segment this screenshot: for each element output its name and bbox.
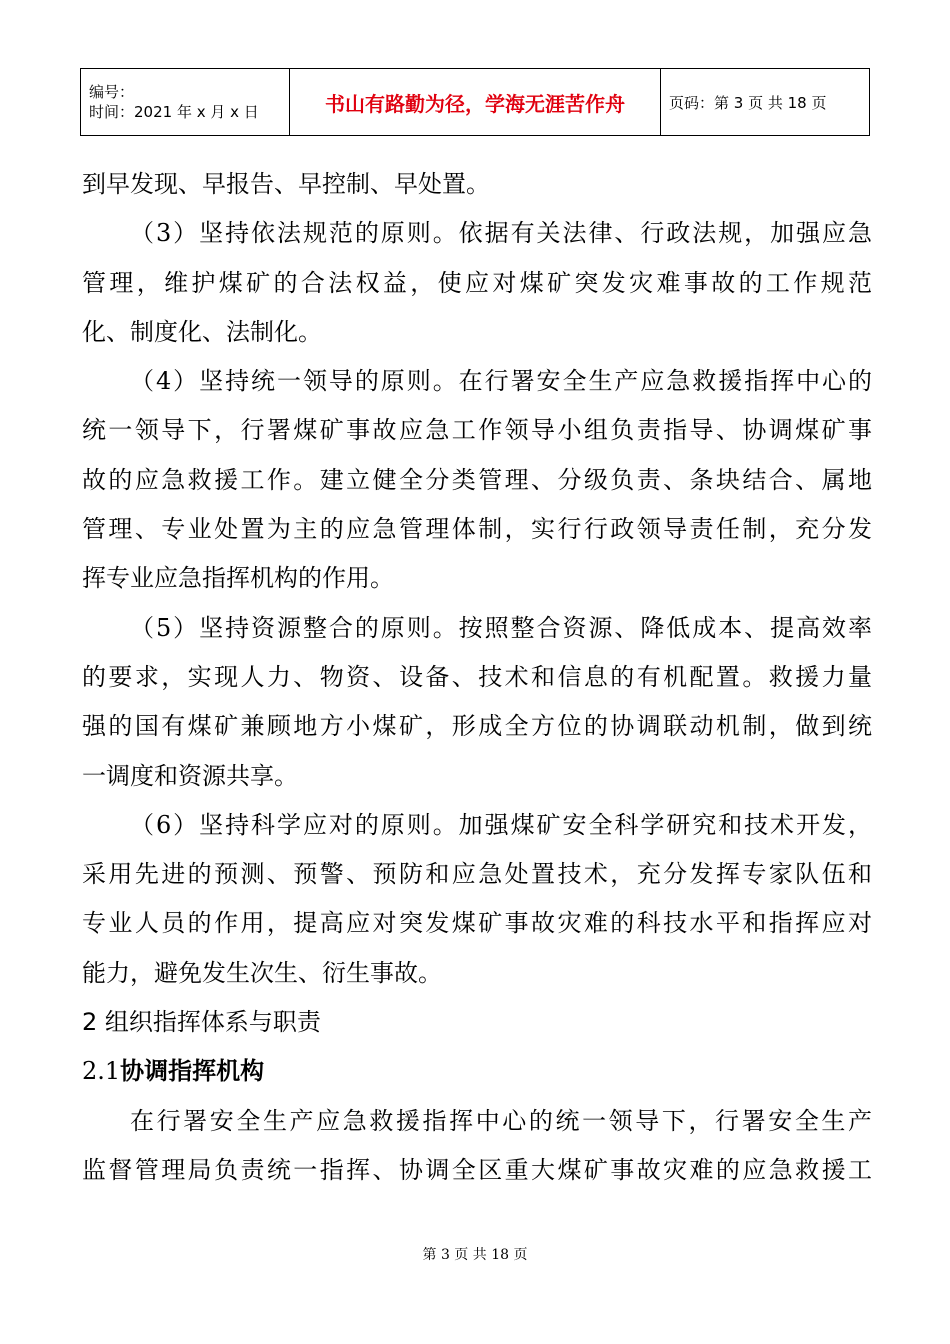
paragraph-line: 挥专业应急指挥机构的作用。 [82, 564, 394, 593]
paragraph-line: 故的应急救援工作。建立健全分类管理、分级负责、条块结合、属地 [82, 465, 872, 494]
subsection-heading [82, 1047, 872, 1096]
paragraph-line: 能力，避免发生次生、衍生事故。 [82, 958, 442, 987]
document-body [82, 160, 872, 1195]
paragraph-line: （4）坚持统一领导的原则。在行署安全生产应急救援指挥中心的 [130, 367, 872, 396]
paragraph-line: 管理，维护煤矿的合法权益，使应对煤矿突发灾难事故的工作规范 [82, 268, 872, 297]
header-motto: 书山有路勤为径，学海无涯苦作舟 [290, 69, 661, 136]
paragraph-line: （3）坚持依法规范的原则。依据有关法律、行政法规，加强应急 [130, 219, 872, 248]
header-number: 编号： [89, 83, 135, 101]
header-meta [81, 69, 290, 136]
paragraph-line: 的要求，实现人力、物资、设备、技术和信息的有机配置。救援力量 [82, 662, 872, 691]
paragraph-line: （6）坚持科学应对的原则。加强煤矿安全科学研究和技术开发， [130, 810, 872, 839]
paragraph-line: 管理、专业处置为主的应急管理体制，实行行政领导责任制，充分发 [82, 515, 872, 544]
paragraph-line: 专业人员的作用，提高应对突发煤矿事故灾难的科技水平和指挥应对 [82, 909, 872, 938]
paragraph-line: 一调度和资源共享。 [82, 761, 298, 790]
paragraph-line: 化、制度化、法制化。 [82, 317, 322, 346]
header-date: 时间：2021 年 x 月 x 日 [89, 103, 259, 121]
subsection-number: 2.1 [82, 1057, 121, 1086]
paragraph-line: 监督管理局负责统一指挥、协调全区重大煤矿事故灾难的应急救援工 [82, 1155, 872, 1184]
paragraph-line: 强的国有煤矿兼顾地方小煤矿，形成全方位的协调联动机制，做到统 [82, 712, 872, 741]
paragraph-line: 统一领导下，行署煤矿事故应急工作领导小组负责指导、协调煤矿事 [82, 416, 872, 445]
document-header [80, 68, 870, 136]
section-heading: 2 组织指挥体系与职责 [82, 1008, 321, 1037]
subsection-title: 协调指挥机构 [120, 1057, 265, 1086]
paragraph-line: 在行署安全生产应急救援指挥中心的统一领导下，行署安全生产 [130, 1106, 872, 1135]
paragraph-line: 到早发现、早报告、早控制、早处置。 [82, 170, 490, 198]
paragraph-line: 采用先进的预测、预警、预防和应急处置技术，充分发挥专家队伍和 [82, 860, 872, 889]
paragraph-line: （5）坚持资源整合的原则。按照整合资源、降低成本、提高效率 [130, 613, 872, 642]
page-footer: 第 3 页 共 18 页 [422, 1247, 528, 1263]
header-page-info: 页码：第 3 页 共 18 页 [661, 69, 870, 136]
